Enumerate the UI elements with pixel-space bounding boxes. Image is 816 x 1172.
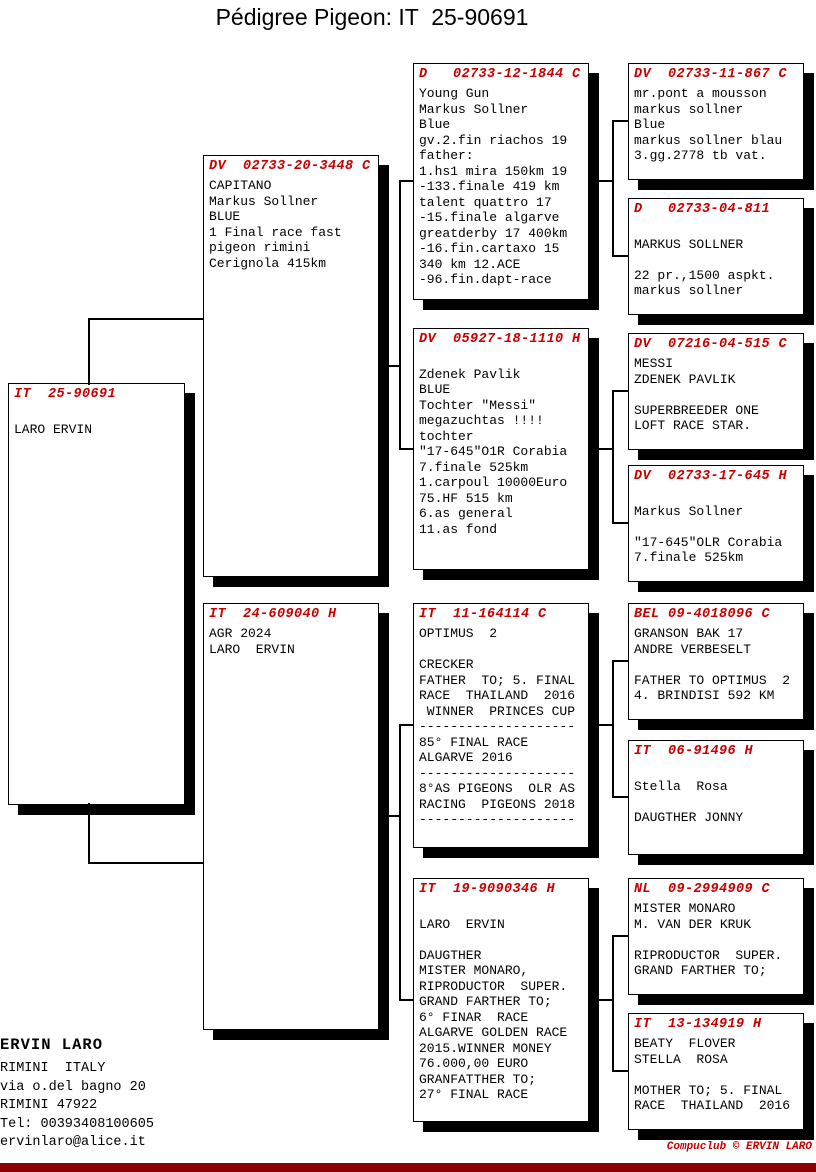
ring-number: DV 07216-04-515 C	[634, 337, 788, 352]
pedigree-box-dam-dam	[413, 878, 589, 1122]
connector-line	[379, 815, 399, 817]
connector-line	[88, 318, 203, 320]
pedigree-box-dam-sire	[413, 603, 589, 848]
ring-number: IT 11-164114 C	[419, 607, 547, 622]
pedigree-box-text: MARKUS SOLLNER 22 pr.,1500 aspkt. markus sollner	[634, 236, 775, 298]
footer-bar	[0, 1163, 816, 1172]
connector-line	[612, 796, 628, 798]
ring-number: IT 19-9090346 H	[419, 882, 556, 897]
ring-number: DV 02733-11-867 C	[634, 67, 788, 82]
connector-line	[612, 522, 628, 524]
pedigree-box-sire-sire-dam	[628, 198, 804, 315]
pedigree-box-text: OPTIMUS 2 CRECKER FATHER TO; 5. FINAL RACE THAILAND 2016 WINNER PRINCES CUP -------------------- 85° FINAL RACE ALGARVE 2016 -------------------- 8°AS PIGEONS OLR AS RACING PIGEONS 2018 --------------------	[419, 626, 576, 827]
pedigree-box-sire-dam	[413, 328, 589, 570]
connector-line	[88, 318, 90, 385]
pedigree-box-text: LARO ERVIN	[14, 421, 93, 437]
ring-number: DV 02733-17-645 H	[634, 469, 788, 484]
page-title: Pédigree Pigeon: IT 25-90691	[215, 4, 529, 30]
connector-line	[612, 255, 628, 257]
connector-line	[612, 660, 628, 662]
connector-line	[612, 390, 614, 524]
ring-number: IT 25-90691	[14, 387, 117, 402]
pedigree-box-text: MESSI ZDENEK PAVLIK SUPERBREEDER ONE LOFT RACE STAR.	[634, 356, 759, 433]
ring-number: IT 06-91496 H	[634, 744, 754, 759]
pedigree-box-sire-dam-dam	[628, 465, 804, 582]
ring-number: D 02733-04-811	[634, 202, 771, 217]
pedigree-box-sire-sire-sire	[628, 63, 804, 180]
connector-line	[612, 935, 628, 937]
connector-line	[399, 724, 401, 1001]
ring-number: DV 02733-20-3448 C	[209, 159, 371, 174]
pedigree-box-text: Markus Sollner "17-645"OLR Corabia 7.finale 525km	[634, 503, 783, 565]
pedigree-box-text: AGR 2024 LARO ERVIN	[209, 626, 295, 657]
connector-line	[612, 1070, 628, 1072]
connector-line	[589, 724, 612, 726]
connector-line	[88, 862, 203, 864]
connector-line	[589, 999, 612, 1001]
connector-line	[399, 724, 413, 726]
pedigree-box-text: LARO ERVIN DAUGTHER MISTER MONARO, RIPRODUCTOR SUPER. GRAND FARTHER TO; 6° FINAR RACE ALGARVE GOLDEN RACE 2015.WINNER MONEY 76.000,00 EURO GRANFATTHER TO; 27° FINAL RACE	[419, 916, 568, 1102]
pedigree-box-sire-sire	[413, 63, 589, 300]
pedigree-box-text: Stella Rosa DAUGTHER JONNY	[634, 778, 744, 825]
ring-number: IT 13-134919 H	[634, 1017, 762, 1032]
compuclub-credit: Compuclub © ERVIN LARO	[666, 1141, 812, 1153]
connector-line	[612, 660, 614, 798]
connector-line	[399, 448, 413, 450]
pedigree-box-text: Young Gun Markus Sollner Blue gv.2.fin riachos 19 father: 1.hs1 mira 150km 19 -133.finale 419 km talent quattro 17 -15.finale algarve greatderby 17 400km -16.fin.cartaxo 15 340 km 12.ACE -96.fin.dapt-race	[419, 86, 568, 287]
connector-line	[612, 390, 628, 392]
pedigree-box-text: mr.pont a mousson markus sollner Blue markus sollner blau 3.gg.2778 tb vat.	[634, 86, 783, 163]
connector-line	[589, 448, 612, 450]
ring-number: BEL 09-4018096 C	[634, 607, 771, 622]
pedigree-box-text: GRANSON BAK 17 ANDRE VERBESELT FATHER TO OPTIMUS 2 4. BRINDISI 592 KM	[634, 626, 791, 703]
connector-line	[612, 120, 614, 257]
breeder-info	[0, 1036, 260, 1153]
connector-line	[612, 935, 614, 1072]
connector-line	[399, 180, 401, 450]
connector-line	[88, 803, 90, 864]
pedigree-box-dam-sire-sire	[628, 603, 804, 720]
pedigree-box-sire-dam-sire	[628, 333, 804, 450]
pedigree-box-dam-dam-sire	[628, 878, 804, 995]
connector-line	[399, 180, 413, 182]
pedigree-box-subject	[8, 383, 185, 805]
connector-line	[379, 365, 399, 367]
ring-number: DV 05927-18-1110 H	[419, 332, 581, 347]
breeder-name: ERVIN LARO	[0, 1036, 104, 1054]
ring-number: D 02733-12-1844 C	[419, 67, 581, 82]
pedigree-box-sire	[203, 155, 379, 577]
pedigree-box-text: CAPITANO Markus Sollner BLUE 1 Final race fast pigeon rimini Cerignola 415km	[209, 178, 342, 271]
connector-line	[399, 999, 413, 1001]
ring-number: NL 09-2994909 C	[634, 882, 771, 897]
pedigree-box-text: Zdenek Pavlik BLUE Tochter "Messi" megazuchtas !!!! tochter "17-645"O1R Corabia 7.finale 525km 1.carpoul 10000Euro 75.HF 515 km 6.as general 11.as fond	[419, 366, 568, 537]
ring-number: IT 24-609040 H	[209, 607, 337, 622]
breeder-address: RIMINI ITALY via o.del bagno 20 RIMINI 47922 Tel: 00393408100605 ervinlaro@alice.it	[0, 1061, 154, 1150]
pedigree-box-text: BEATY FLOVER STELLA ROSA MOTHER TO; 5. FINAL RACE THAILAND 2016	[634, 1036, 791, 1113]
pedigree-box-dam	[203, 603, 379, 1030]
pedigree-box-dam-sire-dam	[628, 740, 804, 855]
pedigree-box-text: MISTER MONARO M. VAN DER KRUK RIPRODUCTOR SUPER. GRAND FARTHER TO;	[634, 901, 783, 978]
connector-line	[589, 180, 612, 182]
connector-line	[612, 120, 628, 122]
pedigree-box-dam-dam-dam	[628, 1013, 804, 1130]
